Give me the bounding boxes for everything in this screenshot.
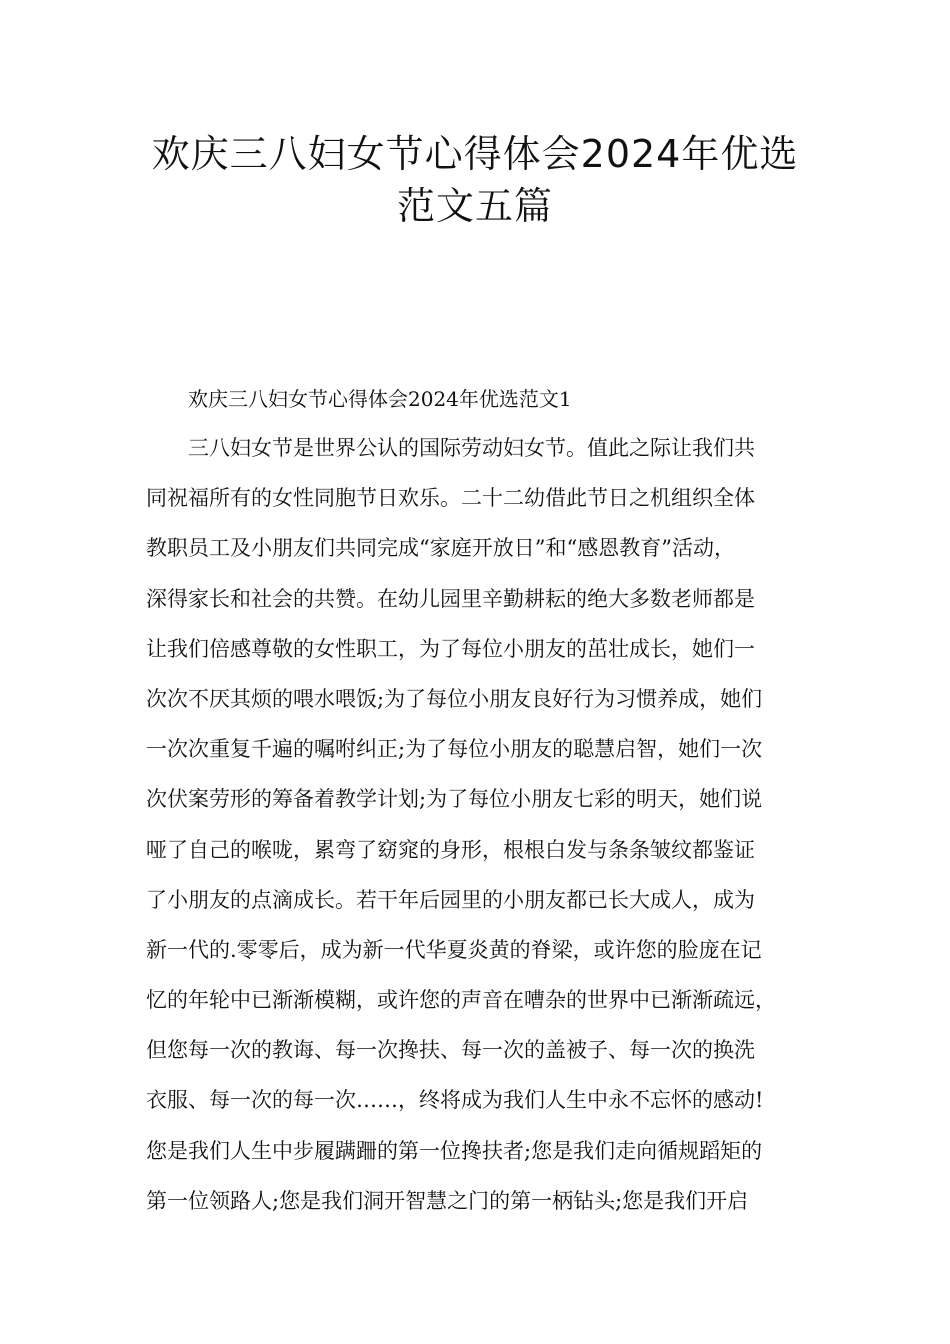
body-text <box>146 433 826 1236</box>
paragraph-line: 忆的年轮中已渐渐模糊，或许您的声音在嘈杂的世界中已渐渐疏远， <box>146 988 776 1013</box>
paragraph-line: 哑了自己的喉咙，累弯了窈窕的身形，根根白发与条条皱纹都鉴证 <box>146 837 755 862</box>
paragraph-line: 您是我们人生中步履蹒跚的第一位搀扶者;您是我们走向循规蹈矩的 <box>146 1138 763 1163</box>
paragraph-line: 新一代的.零零后，成为新一代华夏炎黄的脊梁，或许您的脸庞在记 <box>146 937 762 962</box>
paragraph-line: 深得家长和社会的共赞。在幼儿园里辛勤耕耘的绝大多数老师都是 <box>146 586 755 611</box>
paragraph-line: 同祝福所有的女性同胞节日欢乐。二十二幼借此节日之机组织全体 <box>146 486 755 511</box>
document-title-line-1: 欢庆三八妇女节心得体会2024年优选 <box>151 132 799 176</box>
document-title <box>120 128 830 232</box>
section-heading: 欢庆三八妇女节心得体会2024年优选范文1 <box>188 387 572 411</box>
paragraph-line: 衣服、每一次的每一次……，终将成为我们人生中永不忘怀的感动! <box>146 1088 764 1113</box>
paragraph-line: 了小朋友的点滴成长。若干年后园里的小朋友都已长大成人，成为 <box>146 887 755 912</box>
paragraph-line: 教职员工及小朋友们共同完成“家庭开放日”和“感恩教育”活动， <box>146 536 735 561</box>
paragraph-line: 三八妇女节是世界公认的国际劳动妇女节。值此之际让我们共 <box>188 436 755 460</box>
paragraph-line: 次次不厌其烦的喂水喂饭;为了每位小朋友良好行为习惯养成，她们 <box>146 686 763 711</box>
paragraph-line: 但您每一次的教诲、每一次搀扶、每一次的盖被子、每一次的换洗 <box>146 1038 755 1063</box>
document-title-line-2: 范文五篇 <box>396 184 553 228</box>
paragraph-line: 第一位领路人;您是我们洞开智慧之门的第一柄钻头;您是我们开启 <box>146 1188 749 1213</box>
paragraph-line: 次伏案劳形的筹备着教学计划;为了每位小朋友七彩的明天，她们说 <box>146 787 763 812</box>
paragraph-line: 让我们倍感尊敬的女性职工，为了每位小朋友的茁壮成长，她们一 <box>146 636 755 661</box>
paragraph-line: 一次次重复千遍的嘱咐纠正;为了每位小朋友的聪慧启智，她们一次 <box>146 737 763 762</box>
